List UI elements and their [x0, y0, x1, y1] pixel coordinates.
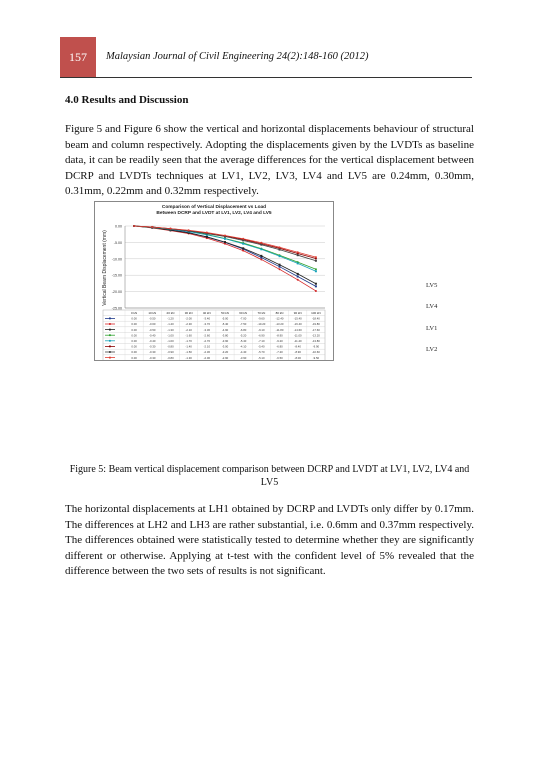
data-point	[169, 228, 171, 230]
table-cell: -7.20	[276, 350, 283, 355]
table-cell: -5.20	[239, 333, 247, 338]
table-cell: -3.70	[203, 322, 211, 327]
table-cell: -2.90	[221, 355, 229, 360]
table-cell: -0.30	[149, 344, 156, 349]
table-cell: -6.90	[258, 333, 265, 338]
x-tick-label: 40 kN	[202, 311, 211, 315]
data-point	[260, 248, 262, 250]
paragraph-2: The horizontal displacements at LH1 obtained by DCRP and LVDTs only differ by 0.17mm. The differences at LH2 and LH3 are rather substantial, i.e. 0.6mm and 0.37mm respectively. The differences obtained were statistically tested to determine whether they are significantly different or otherwise. Applying at t-test with the confident level of 5% revealed that the difference between the two sets of results is not significant.	[65, 503, 474, 577]
data-point	[260, 258, 262, 260]
table-cell: -7.50	[239, 322, 247, 327]
chart-y-axis-label: Vertical Beam Displacement (mm)	[102, 230, 108, 306]
table-cell: -19.80	[311, 322, 320, 327]
data-point	[297, 254, 299, 256]
table-cell: -4.90	[221, 327, 229, 332]
legend-marker	[109, 329, 111, 331]
table-cell: -4.40	[239, 350, 247, 355]
legend-marker	[109, 346, 111, 348]
table-cell: -5.40	[221, 322, 229, 327]
x-tick-label: 20 kN	[166, 311, 175, 315]
table-cell: -10.60	[311, 350, 320, 355]
data-point	[297, 251, 299, 253]
legend-marker	[109, 351, 111, 353]
table-cell: -0.40	[149, 333, 156, 338]
table-cell: -3.80	[221, 333, 229, 338]
table-cell: -1.30	[167, 327, 174, 332]
table-cell: -2.10	[185, 327, 192, 332]
table-cell: -2.60	[203, 333, 211, 338]
table-cell: -14.60	[293, 327, 302, 332]
table-cell: 0.00	[131, 333, 137, 338]
table-cell: -2.70	[203, 339, 211, 343]
data-point	[242, 250, 244, 252]
journal-header: Malaysian Journal of Civil Engineering 24(2):148-160 (2012)	[106, 51, 369, 62]
chart-plot	[95, 202, 333, 360]
table-cell: 0.00	[131, 339, 137, 343]
table-cell: -1.60	[185, 333, 192, 338]
table-cell: -9.20	[276, 339, 283, 343]
table-cell: -9.10	[258, 327, 265, 332]
data-point	[279, 255, 281, 257]
table-cell: -9.90	[312, 344, 320, 349]
data-point	[242, 247, 244, 249]
chart-figure	[94, 201, 334, 361]
table-cell: -8.40	[294, 344, 301, 349]
table-cell: 0.00	[131, 344, 137, 349]
table-cell: 0.00	[131, 355, 137, 360]
paragraph-1: Figure 5 and Figure 6 show the vertical and horizontal displacements behaviour of structural beam and column respectively. Adopting the displacements given by the LVDTs as baseline data, it can be readily seen that the average differences for the vertical displacement between DCRP and LVDTs techniques at LV1, LV2, LV3, LV4 and LV5 are 0.24mm, 0.30mm, 0.31mm, 0.22mm and 0.32mm respectively.	[65, 123, 474, 197]
table-cell: -13.20	[275, 322, 284, 327]
table-cell: -11.80	[275, 327, 284, 332]
table-cell: -1.50	[185, 350, 192, 355]
data-point	[315, 290, 317, 292]
data-point	[224, 235, 226, 237]
table-cell: -0.50	[149, 316, 156, 321]
data-point	[297, 279, 299, 281]
x-tick-label: 80 kN	[275, 311, 284, 315]
table-cell: -11.40	[293, 339, 302, 343]
series-line-3	[134, 226, 316, 269]
table-cell: -3.00	[221, 344, 229, 349]
table-cell: -1.20	[167, 316, 174, 321]
side-label-lv5: LV5	[426, 282, 438, 289]
table-cell: -8.00	[294, 355, 301, 360]
table-cell: -0.80	[167, 344, 174, 349]
data-point	[224, 238, 226, 240]
x-tick-label: 0 kN	[131, 311, 138, 315]
table-cell: -3.20	[221, 350, 229, 355]
data-point	[242, 238, 244, 240]
y-tick-label: -20.00	[111, 290, 122, 295]
table-cell: -5.10	[258, 355, 265, 360]
y-tick-label: -25.00	[111, 306, 122, 311]
data-point	[260, 242, 262, 244]
table-cell: -8.90	[294, 350, 301, 355]
x-tick-label: 60 kN	[239, 311, 248, 315]
table-cell: -6.80	[239, 327, 247, 332]
table-cell: -10.20	[257, 322, 266, 327]
table-cell: -1.00	[167, 339, 174, 343]
side-label-lv4: LV4	[426, 303, 438, 310]
table-cell: -1.40	[185, 344, 192, 349]
data-point	[315, 285, 317, 287]
data-point	[151, 226, 153, 228]
header-rule	[60, 77, 472, 78]
table-cell: -0.60	[149, 322, 156, 327]
chart-title: Comparison of Vertical Displacement vs Load	[161, 205, 267, 210]
table-cell: -3.90	[221, 339, 229, 343]
table-cell: -0.30	[149, 350, 156, 355]
table-cell: -9.50	[312, 355, 320, 360]
x-tick-label: 50 kN	[221, 311, 229, 315]
y-tick-label: -5.00	[113, 240, 122, 245]
table-cell: -0.30	[149, 355, 156, 360]
table-cell: -0.90	[167, 350, 174, 355]
table-cell: -18.40	[311, 316, 320, 321]
table-cell: -1.40	[167, 322, 174, 327]
data-point	[315, 260, 317, 262]
data-point	[315, 256, 317, 258]
data-point	[133, 225, 135, 227]
y-tick-label: 0.00	[115, 224, 122, 229]
data-point	[206, 236, 208, 238]
table-cell: -3.90	[239, 355, 247, 360]
table-cell: -2.30	[203, 350, 211, 355]
data-point	[242, 243, 244, 245]
legend-marker	[109, 334, 111, 336]
data-point	[260, 255, 262, 257]
series-line-4	[134, 226, 316, 271]
data-point	[297, 262, 299, 264]
table-cell: -3.40	[203, 316, 211, 321]
table-cell: -5.70	[258, 350, 265, 355]
x-tick-label: 70 kN	[257, 311, 266, 315]
table-cell: -8.90	[276, 333, 283, 338]
data-point	[279, 266, 281, 268]
table-cell: -1.30	[185, 355, 192, 360]
data-point	[188, 229, 190, 231]
x-tick-label: 10 kN	[148, 311, 157, 315]
legend-marker	[109, 340, 111, 342]
table-cell: -3.30	[203, 327, 211, 332]
table-cell: -0.50	[149, 327, 156, 332]
table-cell: -16.40	[293, 322, 302, 327]
data-point	[297, 276, 299, 278]
data-point	[315, 268, 317, 270]
x-tick-label: 100 kN	[311, 311, 321, 315]
data-point	[315, 283, 317, 285]
figure-caption: Figure 5: Beam vertical displacement comparison between DCRP and LVDT at LV1, LV2, LV4 and LV5	[69, 464, 470, 488]
side-label-lv2: LV2	[426, 346, 438, 353]
table-cell: -5.40	[239, 339, 247, 343]
table-cell: 0.00	[131, 350, 137, 355]
y-tick-label: -15.00	[111, 273, 122, 278]
data-point	[279, 249, 281, 251]
legend-marker	[109, 318, 111, 320]
table-cell: -2.10	[203, 344, 211, 349]
table-cell: -1.70	[185, 339, 192, 343]
table-cell: -12.40	[275, 316, 284, 321]
table-cell: -13.80	[311, 339, 320, 343]
legend-marker	[109, 357, 111, 359]
table-cell: -2.00	[185, 316, 192, 321]
page-number-badge: 157	[60, 37, 96, 77]
table-cell: -6.80	[276, 344, 283, 349]
data-point	[279, 264, 281, 266]
table-cell: -17.60	[311, 327, 320, 332]
y-tick-label: -10.00	[111, 257, 122, 262]
table-cell: -0.40	[149, 339, 156, 343]
x-tick-label: 30 kN	[184, 311, 193, 315]
table-cell: -0.80	[167, 355, 174, 360]
section-heading: 4.0 Results and Discussion	[65, 94, 189, 106]
table-cell: -6.50	[276, 355, 283, 360]
side-label-lv1: LV1	[426, 325, 438, 332]
table-cell: 0.00	[131, 327, 137, 332]
table-cell: -4.10	[239, 344, 247, 349]
table-cell: -7.10	[258, 339, 265, 343]
table-cell: 0.00	[131, 322, 137, 327]
data-point	[279, 268, 281, 270]
chart-subtitle: Between DCRP and LVDT at LV1, LV2, LV4 and LV5	[156, 211, 272, 216]
table-cell: -13.20	[311, 333, 320, 338]
table-cell: -2.30	[185, 322, 192, 327]
table-cell: -5.00	[221, 316, 229, 321]
table-cell: -1.00	[167, 333, 174, 338]
data-point	[315, 270, 317, 272]
table-cell: 0.00	[131, 316, 137, 321]
legend-marker	[109, 323, 111, 325]
table-cell: -11.00	[293, 333, 302, 338]
table-cell: -7.00	[239, 316, 247, 321]
table-cell: -9.60	[258, 316, 265, 321]
table-cell: -2.00	[203, 355, 211, 360]
data-point	[297, 273, 299, 275]
table-cell: -15.40	[293, 316, 302, 321]
data-point	[260, 244, 262, 246]
data-point	[206, 232, 208, 234]
table-cell: -5.40	[258, 344, 265, 349]
x-tick-label: 90 kN	[293, 311, 302, 315]
data-point	[224, 241, 226, 243]
data-point	[279, 246, 281, 248]
